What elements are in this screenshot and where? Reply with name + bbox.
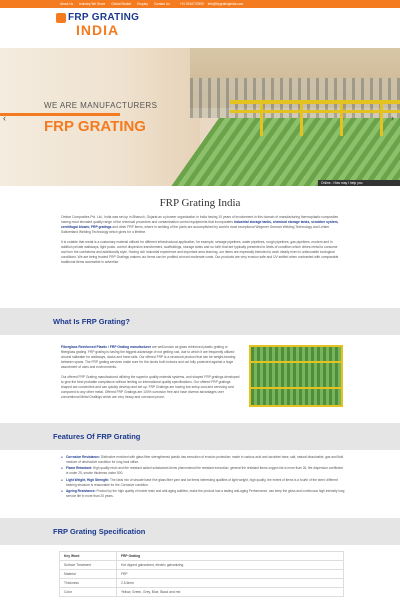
table-row: Key Word FRP Grating xyxy=(60,552,344,561)
hero-accent-bar xyxy=(0,113,120,116)
section-heading: What Is FRP Grating? xyxy=(53,317,130,326)
email-link[interactable]: info@frpgratingindia.com xyxy=(207,2,244,6)
about-paragraph-1: Ombar Composites Pvt. Ltd., India was set up in Bharuch, Gujarat as a pioneer organization in India having 10 years of involvement in this domain of manufacturing thermoplastic composites having most elevated quality range of the chemical procedure and contamination control equipments that incorporates industrial storage tanks, chemical storage tanks, scrubber system, centrifugal blower, FRP gratings and other FRP items, where in welding of the joints are accomplished by world's most exceptional Wegener German Welding Technology and Leister Switzerland Welding Technology which gives for a lifetime. xyxy=(61,215,339,234)
site-logo[interactable] xyxy=(56,12,140,44)
nav-global-market[interactable]: Global Market xyxy=(111,2,132,6)
phone-link[interactable]: +91 9016737890 xyxy=(179,2,204,6)
hero-subtitle: WE ARE MANUFACTURERS xyxy=(44,101,158,110)
nav-enquiry[interactable]: Enquiry xyxy=(137,2,148,6)
contact-info xyxy=(180,2,244,6)
nav-industry[interactable]: Industry We Serve xyxy=(79,2,106,6)
page-title: FRP Grating India xyxy=(159,197,241,209)
features-header xyxy=(0,423,400,450)
logo-icon xyxy=(56,13,66,23)
about-paragraph-2: It is notable that metal is a customary material utilized for different infrastructural application, for example, sewage pipelines, water pipelines, rough pipelines, gas pipelines, modern and in addition private walkways, light posts, control dispersion transformers, scaffoldings, storage tanks and so forth that are typically presented to limits of condition which drives metal to consume and turn the usefulness and additionally style. Having rich industrial experience and important area learning, our items are especially intended to work ideally even in unfavorable ecological conditions. We are being trusted FRP Gratings makers our items can be profited at most moderate costs. Our products are very erosion safe and UV settled when contrasted with comparable traditional items accessible in advertise. xyxy=(61,240,339,264)
spec-header xyxy=(0,518,400,545)
section-heading: FRP Grating Specification xyxy=(53,527,146,536)
table-row: Thickness 2.5-6mm xyxy=(60,579,344,588)
nav-contact[interactable]: Contact Us xyxy=(153,2,170,6)
nav-about[interactable]: About Us xyxy=(60,2,74,6)
section-heading: Features Of FRP Grating xyxy=(53,432,141,441)
list-item: ● Flame Retardant: High quality resin and fire resistant added substances items phenomenal fire resistant execution; general the resistant items oxygen list is more than 26, fire dispersion coefficient is under 25, smoke thickness under 500. xyxy=(61,466,346,475)
slider-prev-icon[interactable]: ‹ xyxy=(3,113,6,123)
list-item: ● Ageing Resistance: Product by the high quality of matrix resin and anti-aging additive, make the product has a lasting anti-aging Performance, can keep the gloss and continuous high intensity long service life in more than 20 years. xyxy=(61,489,346,498)
list-item: ● Light Weight, High Strength: The ideal mix of sinuate base fine glass fiber yarn and tar items interesting qualities of light weight, high quality, the extent of items is a fourth of the steel; different bearing structure is reasonable for the Corrosive condition. xyxy=(61,478,346,487)
table-row: Material FRP xyxy=(60,570,344,579)
spec-table xyxy=(59,551,344,597)
chat-widget[interactable]: Online - How may I help you xyxy=(318,180,400,186)
list-item: ● Corrosion Resistance: Distinctive enriched with glass fiber strengthened plastic has execution of erosion protection; made in various acid and scrubber base, salt, natural dissolvable, gas and fluid medium of destructive condition for long haul utilize. xyxy=(61,455,346,464)
slider-next-icon[interactable]: › xyxy=(391,113,394,123)
logo-line2: INDIA xyxy=(76,22,120,38)
header xyxy=(0,8,400,48)
top-bar xyxy=(0,0,400,8)
table-row: Surface Treatment Hot dipped galvanized, electric galvanizing xyxy=(60,561,344,570)
what-is-text: Fiberglass Reinforced Plastic / FRP Grating manufacturer are well-known as glass reinforced plastic grating or fiberglass grating. FRP grating is having the biggest advantage of not getting rust, due to which it are frequently utilized around saltwater for walkways, docks and hand rails. Our offered FRP is a structural product that can be weight-bearing between spans. The FRP grating services make sure for the docks both indoors and out fully protected against a huge assortment of uses and environments. Our offered FRP Grating manufactured utilizing the superior quality material systems, and shaped FRP gratings developed to give the best probable compliance without limiting on international quality specifications. Our offered FRP gratings shaped are convenient and can quickly develop and set up. FRP Gratings are having low setup cost and servicing cost compared to any other metal. Offered FRP Gratings are 100% corrosion free and have diverse advantages over conventional Metal Gratings which are very heavy and corrosion prone. xyxy=(61,345,240,399)
table-row: Color Yellow, Green, Grey, Blue, Black and red xyxy=(60,588,344,597)
what-is-header xyxy=(0,308,400,335)
hero-title: FRP GRATING xyxy=(44,118,146,135)
frp-grating-image xyxy=(249,345,343,407)
features-list xyxy=(61,455,346,501)
hero-slider xyxy=(0,48,400,186)
logo-line1: FRP GRATING xyxy=(68,12,140,23)
about-section xyxy=(61,215,339,270)
